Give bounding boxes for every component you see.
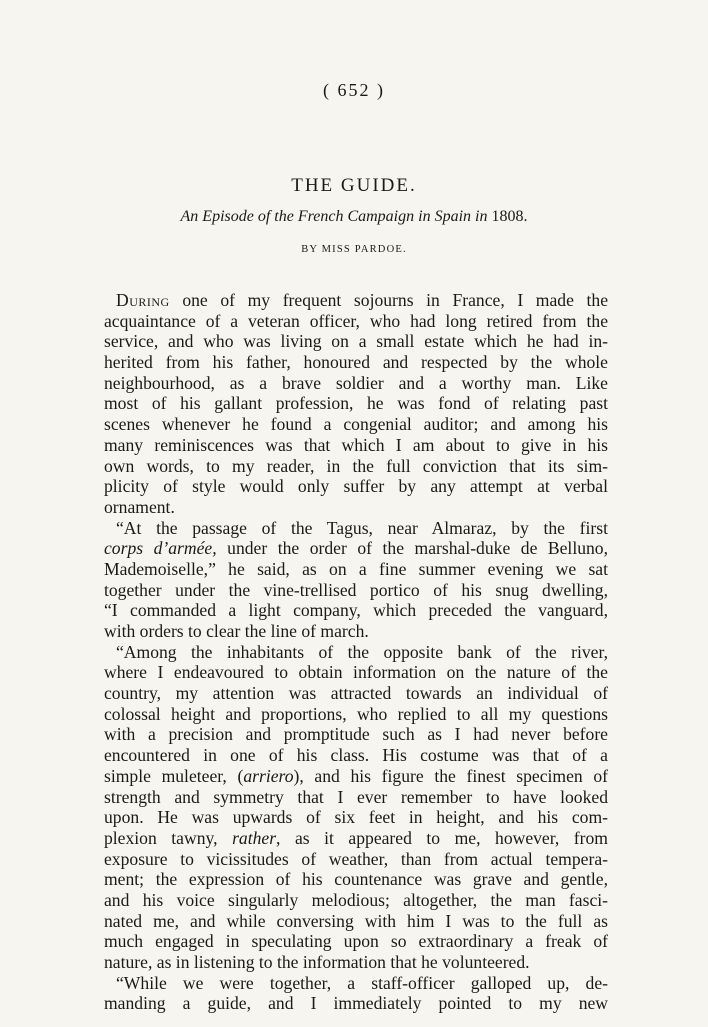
text-line: “I commanded a light company, which preceded the vanguard,	[104, 600, 608, 621]
text-line: with orders to clear the line of march.	[104, 621, 369, 641]
text-line: and his voice singularly melodious; altogether, the man fasci-	[104, 889, 608, 910]
text-line: “Among the inhabitants of the opposite bank of the river,	[116, 641, 608, 662]
text-line: plexion tawny, rather, as it appeared to me, however, from	[104, 827, 608, 848]
chapter-title: THE GUIDE.	[291, 175, 417, 196]
subtitle-text: An Episode of the French Campaign in Spain in	[180, 208, 488, 225]
text-line: scenes whenever he found a congenial auditor; and among his	[104, 414, 608, 435]
text-line: simple muleteer, (arriero), and his figure the finest specimen of	[104, 765, 608, 786]
text-line: together under the vine-trellised portico of his snug dwelling,	[104, 579, 608, 600]
text-line: most of his gallant profession, he was fond of relating past	[104, 393, 608, 414]
text-line: much engaged in speculating upon so extraordinary a freak of	[104, 931, 608, 952]
text-line: where I endeavoured to obtain information on the nature of the	[104, 662, 608, 683]
text-line: exposure to vicissitudes of weather, than from actual tempera-	[104, 848, 608, 869]
text-line: many reminiscences was that which I am about to give in his	[104, 434, 608, 455]
text-line: strength and symmetry that I ever remember to have looked	[104, 786, 608, 807]
text-line: “At the passage of the Tagus, near Almaraz, by the first	[116, 517, 608, 538]
text-line: acquaintance of a veteran officer, who had long retired from the	[104, 310, 608, 331]
chapter-subtitle	[0, 208, 708, 226]
text-line: Mademoiselle,” he said, as on a fine summer evening we sat	[104, 558, 608, 579]
text-line: plicity of style would only suffer by any attempt at verbal	[104, 476, 608, 497]
text-line: encountered in one of his class. His costume was that of a	[104, 745, 608, 766]
text-line: nated me, and while conversing with him I was to the full as	[104, 910, 608, 931]
text-line: country, my attention was attracted towards an individual of	[104, 683, 608, 704]
page-number: ( 652 )	[323, 80, 385, 100]
text-line: ornament.	[104, 496, 175, 517]
text-line: During one of my frequent sojourns in France, I made the	[116, 290, 608, 310]
text-line: “While we were together, a staff-officer galloped up, de-	[116, 972, 608, 993]
text-line: with a precision and promptitude such as I had never before	[104, 724, 608, 745]
text-line: own words, to my reader, in the full conviction that its sim-	[104, 455, 608, 476]
text-line: corps d’armée, under the order of the marshal-duke de Belluno,	[104, 538, 608, 559]
text-line: nature, as in listening to the information that he volunteered.	[104, 952, 530, 972]
text-line: manding a guide, and I immediately pointed to my new	[104, 993, 608, 1014]
opening-word: During	[116, 290, 170, 310]
body-text	[104, 290, 608, 1014]
text-line: colossal height and proportions, who replied to all my questions	[104, 703, 608, 724]
text-line: ment; the expression of his countenance was grave and gentle,	[104, 869, 608, 890]
text-line: herited from his father, honoured and respected by the whole	[104, 352, 608, 373]
subtitle-year: 1808.	[491, 208, 528, 225]
text-line: neighbourhood, as a brave soldier and a worthy man. Like	[104, 372, 608, 393]
text-line: service, and who was living on a small estate which he had in-	[104, 331, 608, 352]
text-line: upon. He was upwards of six feet in height, and his com-	[104, 807, 608, 828]
author-byline: BY MISS PARDOE.	[301, 244, 407, 255]
